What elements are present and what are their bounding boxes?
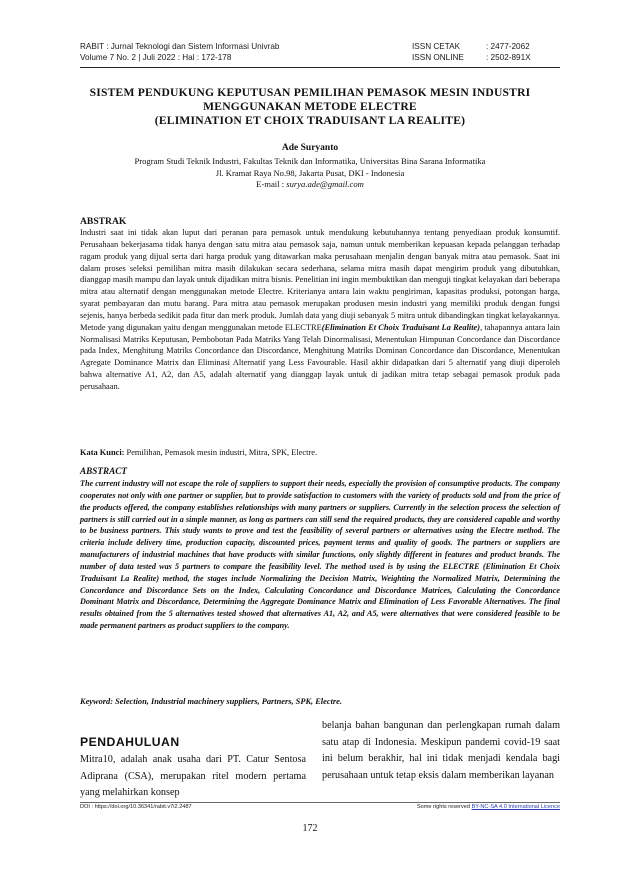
abstract-text: The current industry will not escape the role of suppliers to support their needs, especially the provision of consumptive products. The company cooperates not only with one partner or supplier, but to provide satisfaction to customers with the variety of products sold and from the price of the products offered, the company establishes relationships with many partners or suppliers. Currently in the selection process the selection of partners is still carried out in a simple manner, as long as partners can still send the required products, they are considered capable and worthy to be business partners. This study wants to prove and test the feasibility of several partners or alternatives using the Electre method. The criteria include delivery time, production capacity, discounted prices, payment terms and quality of goods. The partners or suppliers are manufacturers of industrial machines that have products with similar functions, only slightly different in features and product brands. The number of data tested was 5 partners to compare the feasibility level. The method used is by using the ELECTRE (Elimination Et Choix Traduisant La Realite) method, the stages include Normalizing the Decision Matrix, Weighting the Normalized Matrix, Determining the Concordance and Discordance Sets on the Index, Calculating Concordance and Discordance Matrices, Calculating the Concordance Dominant Matrix and Discordance, Determining the Aggregate Dominance Matrix and Elimination of Less Favorable Alternatives. The final results obtained from the 5 alternatives tested showed that alternatives A1, A2, and A5, were alternatives that were considered feasible to be made permanent partners as product suppliers to the company. xyxy=(80,479,560,631)
journal-header xyxy=(80,41,560,63)
title-line-2: MENGGUNAKAN METODE ELECTRE xyxy=(203,100,417,113)
paper-title xyxy=(70,86,550,128)
journal-volume: Volume 7 No. 2 | Juli 2022 : Hal : 172-178 xyxy=(80,53,232,62)
license-note xyxy=(417,804,560,810)
abstract-heading: ABSTRACT xyxy=(80,466,127,476)
abstrak-heading: ABSTRAK xyxy=(80,216,127,227)
pendahuluan-right-text: belanja bahan bangunan dan perlengkapan rumah dalam satu atap di Indonesia. Meskipun pandemi covid-19 saat ini belum berakhir, hal ini tidak menjadi kendala bagi perusahaan untuk tetap eksis dalam memberikan layanan xyxy=(322,720,560,781)
page-footer xyxy=(80,804,560,810)
abstrak-text: Industri saat ini tidak akan luput dari peranan para pemasok untuk mendukung kebutuhannya tentang penyediaan produk konsumtif. Perusahaan bekerjasama tidak hanya dengan satu mitra atau pemasok saja, namun untuk memberikan kepuasan kepada pelanggan terhadap ragam produk yang dijual serta dari harga produk yang ditawarkan maka perusahaan menjalin dengan banyak mitra atau pemasok. Saat ini dalam proses seleksi pemilihan mitra masih dilakukan secara sederhana, selama mitra masih dapat mengirim produk yang dibutuhkan, dianggap masih mampu dan layak untuk dijadikan mitra bisnis. Penelitian ini ingin membuktikan dan menguji tingkat kelayakan dari beberapa mitra atau alternatif dengan menggunakan metode Electre. Kriterianya antara lain waktu pengiriman, kapasitas produksi, potongan harga, syarat pembayaran dan mutu barang. Para mitra atau pemasok merupakan produsen mesin industri yang memiliki produk dengan fungsi sejenis, hanya berbeda sedikit pada fitur dan merk produk. Jumlah data yang diuji sebanyak 5 mitra untuk dibandingkan tingkat kelayakannya. Metode yang digunakan yaitu dengan menggunakan metode ELECTRE xyxy=(80,228,560,332)
affiliation: Program Studi Teknik Industri, Fakultas Teknik dan Informatika, Universitas Bina Sarana Informatika xyxy=(134,156,486,166)
address: Jl. Kramat Raya No.98, Jakarta Pusat, DKI - Indonesia xyxy=(215,167,405,178)
title-line-1: SISTEM PENDUKUNG KEPUTUSAN PEMILIHAN PEMASOK MESIN INDUSTRI xyxy=(89,86,531,99)
abstrak-method-name: (Elimination Et Choix Traduisant La Realite) xyxy=(321,322,481,332)
doi-link[interactable]: DOI : https://doi.org/10.36341/rabit.v7i2.2487 xyxy=(80,804,192,810)
kata-kunci xyxy=(80,448,560,457)
pendahuluan-left-text: Mitra10, adalah anak usaha dari PT. Catur Sentosa Adiprana (CSA), merupakan ritel modern pertama yang melahirkan konsep xyxy=(80,754,306,798)
author-affiliation-block xyxy=(70,156,550,191)
author-name: Ade Suryanto xyxy=(281,143,339,153)
left-column xyxy=(80,735,306,802)
title-line-3: (ELIMINATION ET CHOIX TRADUISANT LA REALITE) xyxy=(154,114,466,127)
header-divider xyxy=(80,67,560,68)
email-line xyxy=(70,179,550,191)
section-heading-pendahuluan: PENDAHULUAN xyxy=(80,735,180,749)
rights-text: Some rights reserved xyxy=(416,804,472,810)
right-column xyxy=(322,718,560,784)
kata-kunci-text: Pemilihan, Pemasok mesin industri, Mitra, SPK, Electre. xyxy=(124,448,318,457)
email-label: E-mail : xyxy=(256,179,287,189)
email-address: surya.ade@gmail.com xyxy=(286,179,364,189)
abstract-body xyxy=(80,478,560,632)
footer-divider xyxy=(80,802,560,803)
issn-print-value: : 2477-2062 xyxy=(486,42,530,51)
page-number: 172 xyxy=(302,823,318,834)
license-link[interactable]: BY-NC-SA 4.0 International Licence xyxy=(471,804,560,810)
journal-name: RABIT : Jurnal Teknologi dan Sistem Informasi Univrab xyxy=(80,42,280,51)
issn-online-label: ISSN ONLINE xyxy=(412,53,464,62)
issn-print-label: ISSN CETAK xyxy=(412,42,461,51)
abstrak-body xyxy=(80,227,560,393)
abstrak-text-2: , tahapannya antara lain Normalisasi Matriks Keputusan, Pembobotan Pada Matriks Yang Telah Dinormalisasi, Menentukan Himpunan Concordance dan Discordance pada Index, Menghitung Matriks Concordance dan Discordance, Menghitung Matriks Dominan Concordance dan Discordance, Menentukan Agregate Dominance Matrix dan Eliminasi Alternatif yang Less Favourable. Hasil akhir didapatkan dari 5 alternatif yang diuji diperoleh bahwa alternative A1, A2, dan A5, adalah alternatif yang dianggap layak untuk di jadikan mitra tetap sebagai pemasok produk pada perusahaan. xyxy=(80,322,560,391)
kata-kunci-label: Kata Kunci: xyxy=(80,448,125,457)
keywords: Keyword: Selection, Industrial machinery suppliers, Partners, SPK, Electre. xyxy=(80,697,342,706)
issn-online-value: : 2502-891X xyxy=(486,53,531,62)
